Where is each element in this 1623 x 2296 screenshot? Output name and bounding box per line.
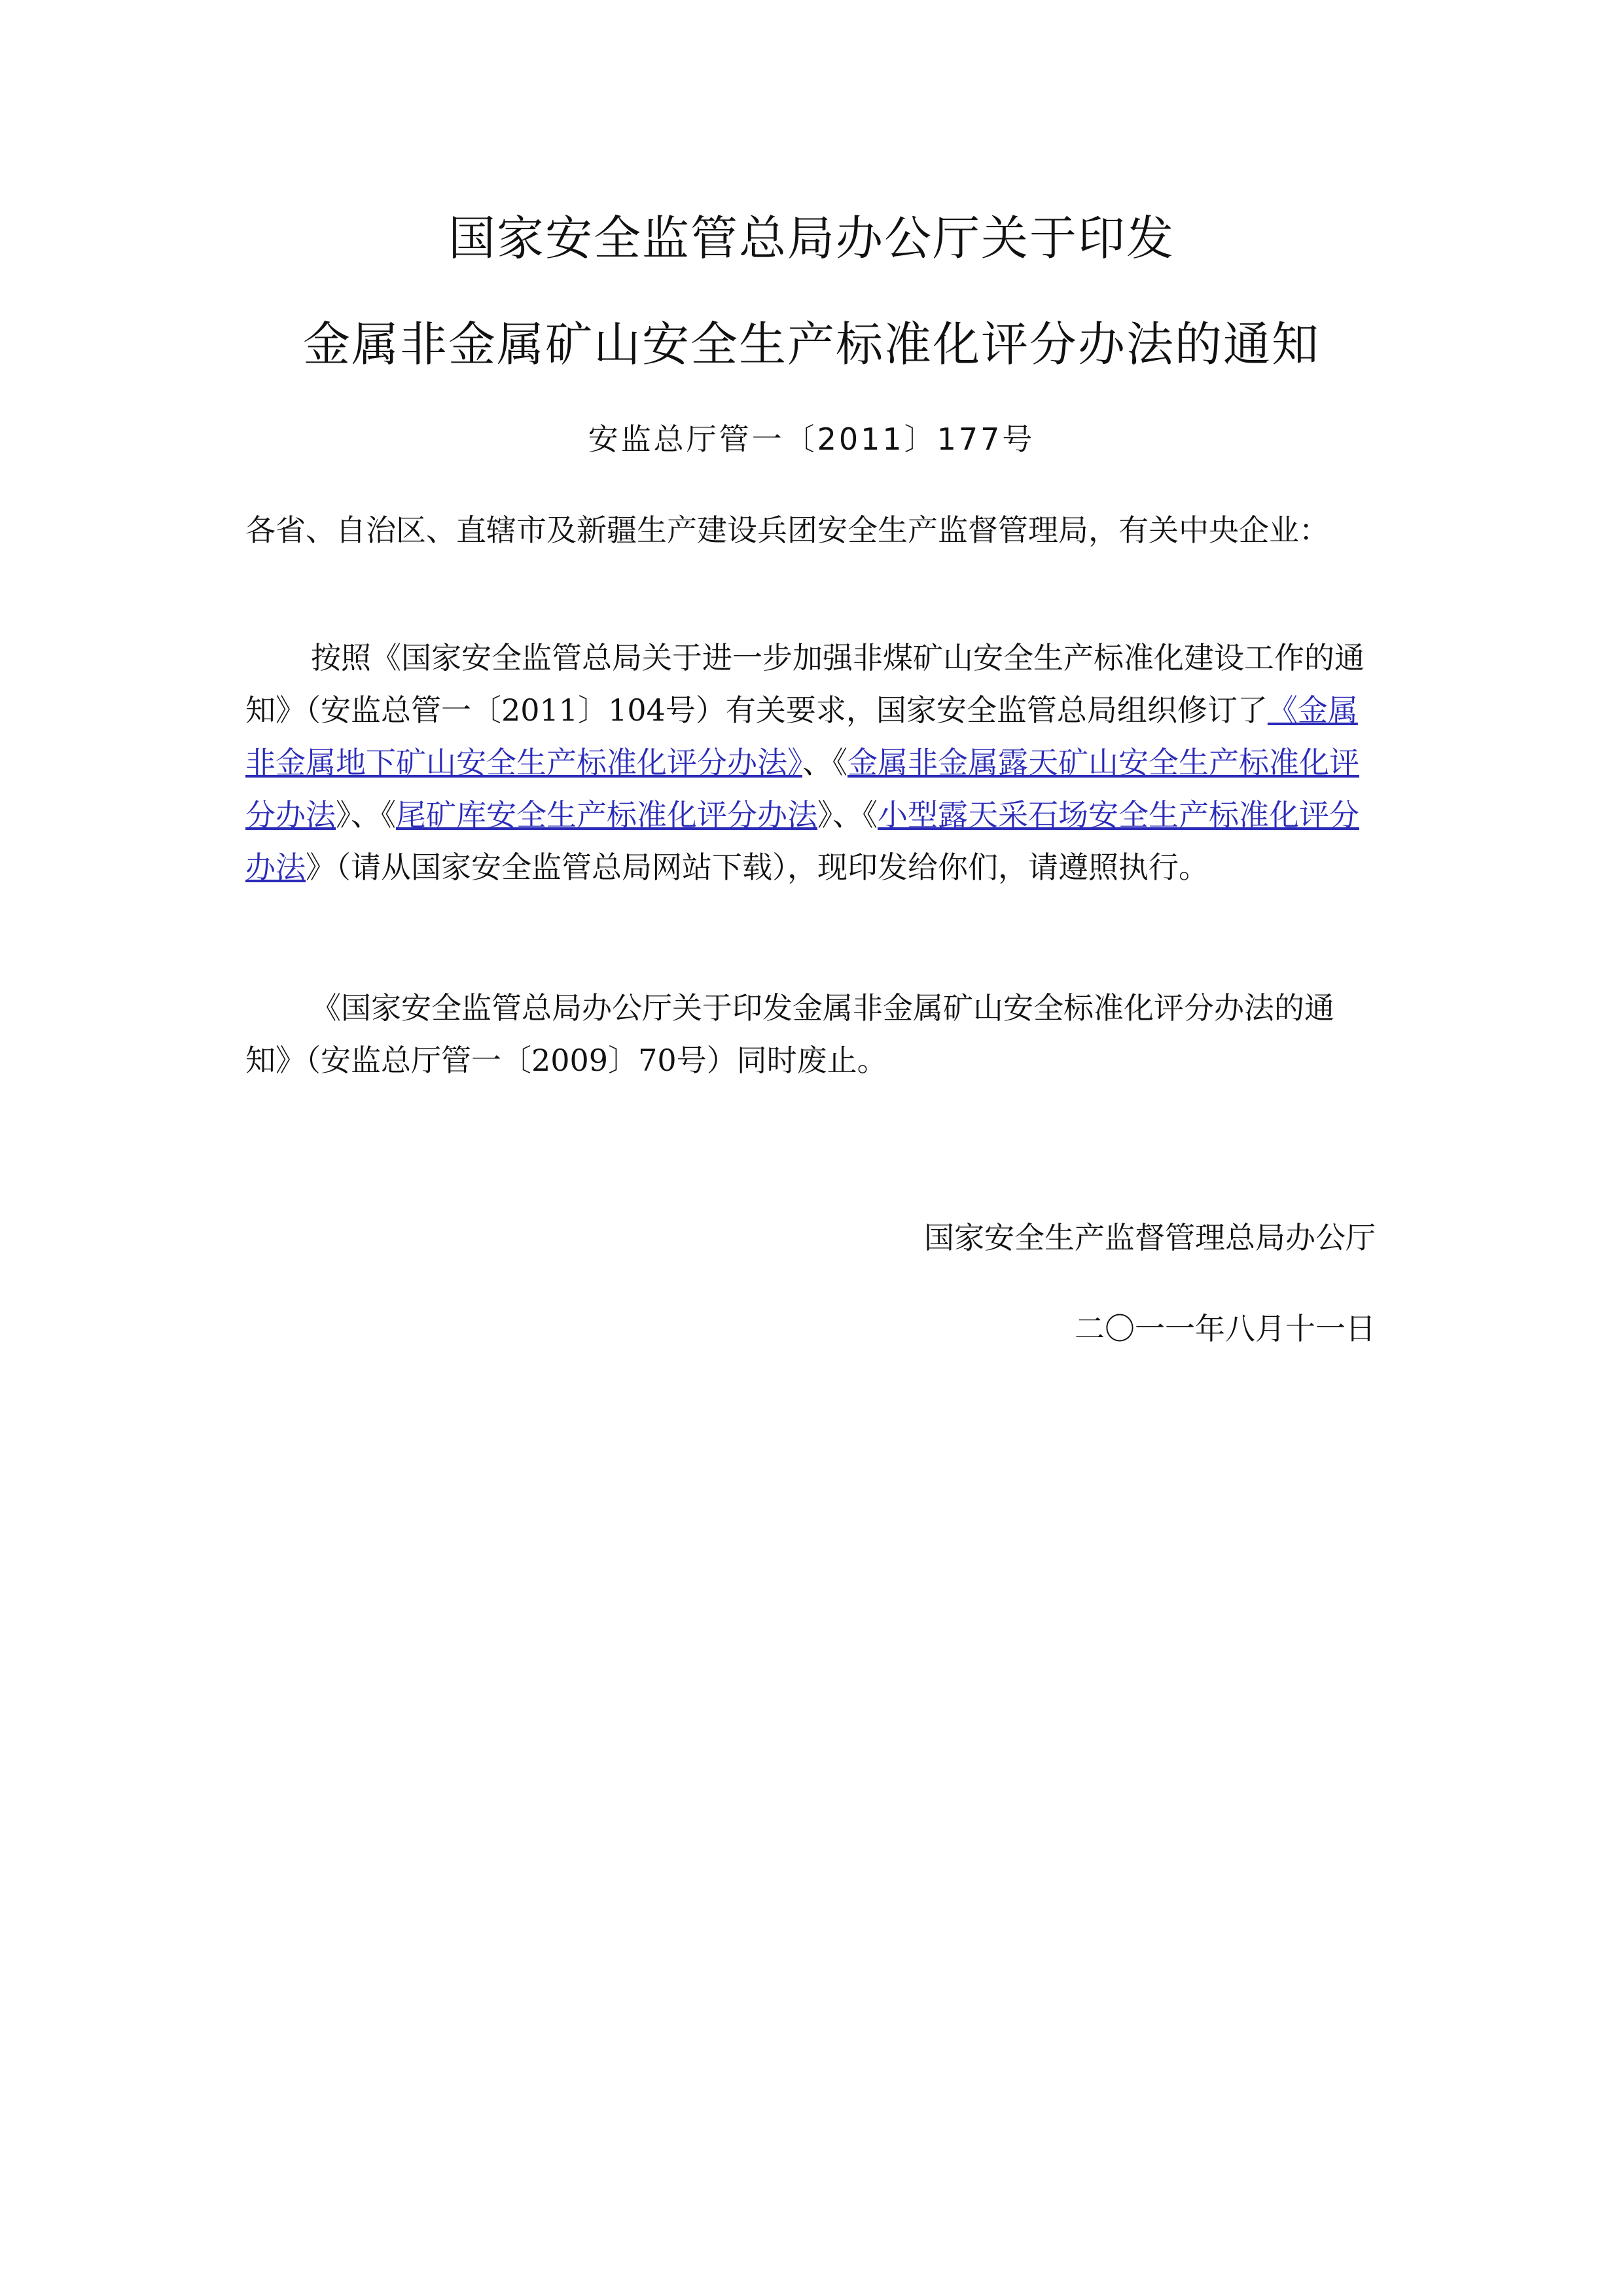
abolish-paragraph: 《国家安全监管总局办公厅关于印发金属非金属矿山安全标准化评分办法的通知》（安监总厅管一〔2009〕70号）同时废止。 — [245, 990, 1334, 1078]
signature-date: 二〇一一年八月十一日 — [1075, 1311, 1376, 1346]
document-title-line-1: 国家安全监管总局办公厅关于印发 — [448, 211, 1175, 266]
body-outro-text: 》（请从国家安全监管总局网站下载），现印发给你们，请遵照执行。 — [306, 850, 1209, 885]
body-separator-3: 》、《 — [817, 797, 878, 833]
body-intro-text: 按照《国家安全监管总局关于进一步加强非煤矿山安全生产标准化建设工作的通知》（安监总管一〔2011〕104号）有关要求，国家安全监管总局组织修订了 — [245, 640, 1364, 728]
document-title-line-2: 金属非金属矿山安全生产标准化评分办法的通知 — [302, 317, 1320, 372]
link-tailings-pond-scoring[interactable]: 尾矿库安全生产标准化评分办法 — [396, 797, 817, 833]
signature-organization: 国家安全生产监督管理总局办公厅 — [924, 1220, 1376, 1255]
document-number: 安监总厅管一〔2011〕177号 — [588, 422, 1035, 457]
body-separator-1: 、《 — [802, 745, 847, 780]
body-paragraph — [245, 632, 1371, 893]
link-open-pit-mine-scoring[interactable]: 金属非金属露天矿山安全生产标准化评分办法 — [245, 745, 1359, 833]
addressee-paragraph: 各省、自治区、直辖市及新疆生产建设兵团安全生产监督管理局，有关中央企业： — [245, 512, 1329, 548]
link-small-quarry-scoring[interactable]: 小型露天采石场安全生产标准化评分办法 — [245, 797, 1359, 885]
body-separator-2: 》、《 — [336, 797, 396, 833]
link-underground-mine-scoring[interactable]: 《金属非金属地下矿山安全生产标准化评分办法》 — [245, 692, 1358, 780]
